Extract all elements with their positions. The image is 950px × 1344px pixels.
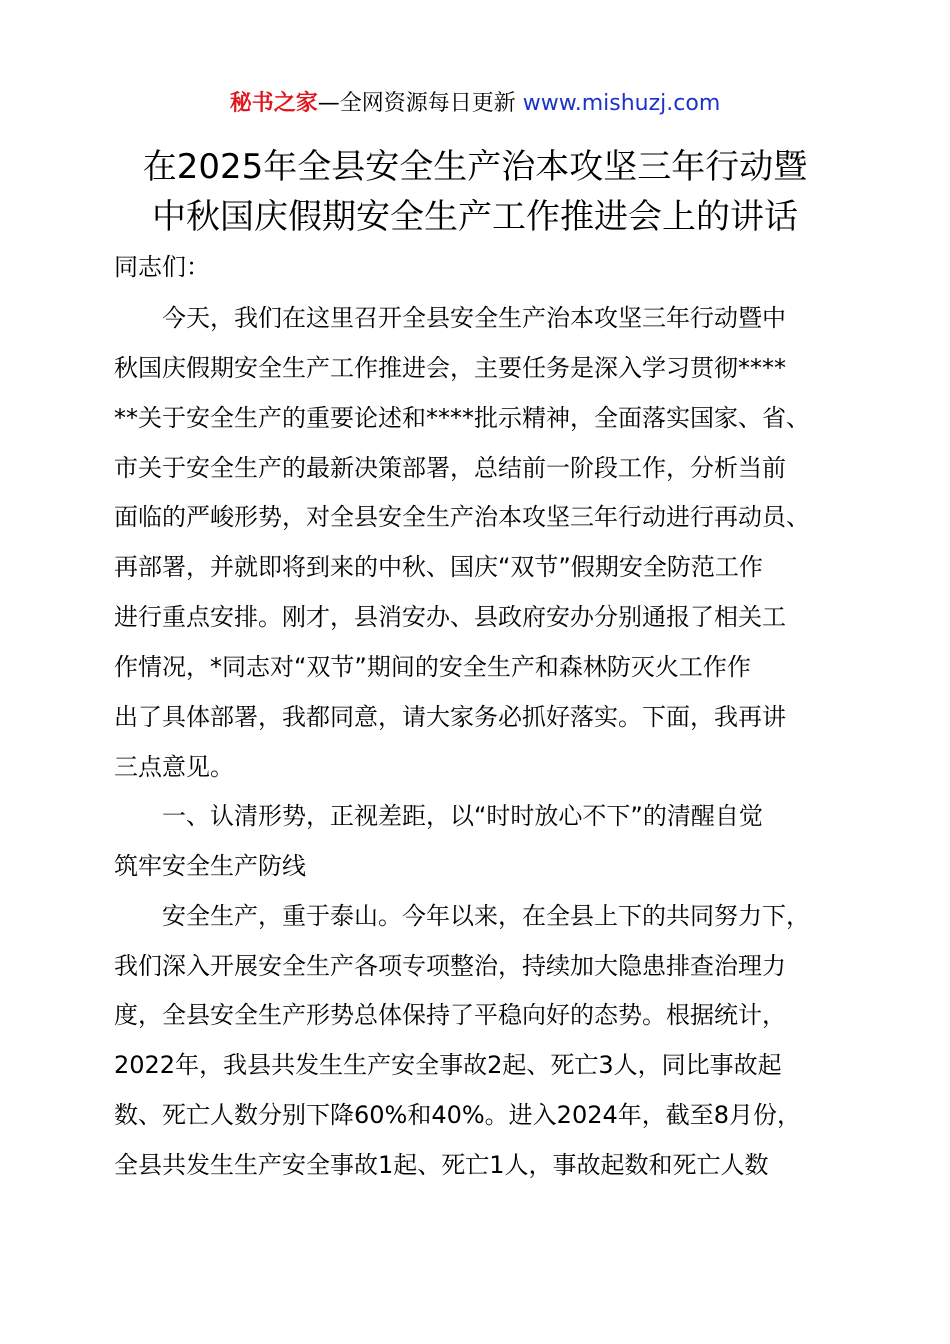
section-heading: 筑牢安全生产防线 [114,852,306,880]
title-line-1: 在2025年全县安全生产治本攻坚三年行动暨 [142,147,808,187]
body-line: 再部署，并就即将到来的中秋、国庆“双节”假期安全防范工作 [114,553,763,581]
body-line: 2022年，我县共发生生产安全事故2起、死亡3人，同比事故起 [114,1051,782,1079]
body-line: 全县共发生生产安全事故1起、死亡1人，事故起数和死亡人数 [114,1151,769,1179]
body-line: 我们深入开展安全生产各项专项整治，持续加大隐患排查治理力 [114,952,786,980]
body-line: 作情况，*同志对“双节”期间的安全生产和森林防灭火工作作 [114,653,751,681]
section-heading: 一、认清形势，正视差距，以“时时放心不下”的清醒自觉 [162,802,763,830]
body-line: **关于安全生产的重要论述和****批示精神，全面落实国家、省、 [114,404,810,432]
body-line: 进行重点安排。刚才，县消安办、县政府安办分别通报了相关工 [114,603,786,631]
body-line: 市关于安全生产的最新决策部署，总结前一阶段工作，分析当前 [114,454,786,482]
body-line: 秋国庆假期安全生产工作推进会，主要任务是深入学习贯彻**** [114,354,786,382]
body-line: 三点意见。 [114,753,234,781]
body-line: 数、死亡人数分别下降60%和40%。进入2024年，截至8月份， [114,1101,802,1129]
document-title [0,142,950,242]
site-brand: 秘书之家 [229,91,318,116]
title-line-2: 中秋国庆假期安全生产工作推进会上的讲话 [152,197,798,237]
site-tagline: —全网资源每日更新 [317,91,516,116]
body-line: 安全生产，重于泰山。今年以来，在全县上下的共同努力下， [162,902,810,930]
body-line: 今天，我们在这里召开全县安全生产治本攻坚三年行动暨中 [162,304,786,332]
site-header [0,88,950,120]
salutation: 同志们： [114,253,210,281]
body-line: 面临的严峻形势，对全县安全生产治本攻坚三年行动进行再动员、 [114,503,810,531]
body-line: 出了具体部署，我都同意，请大家务必抓好落实。下面，我再讲 [114,703,786,731]
site-url-link[interactable]: www.mishuzj.com [522,91,721,116]
body-line: 度，全县安全生产形势总体保持了平稳向好的态势。根据统计， [114,1001,786,1029]
